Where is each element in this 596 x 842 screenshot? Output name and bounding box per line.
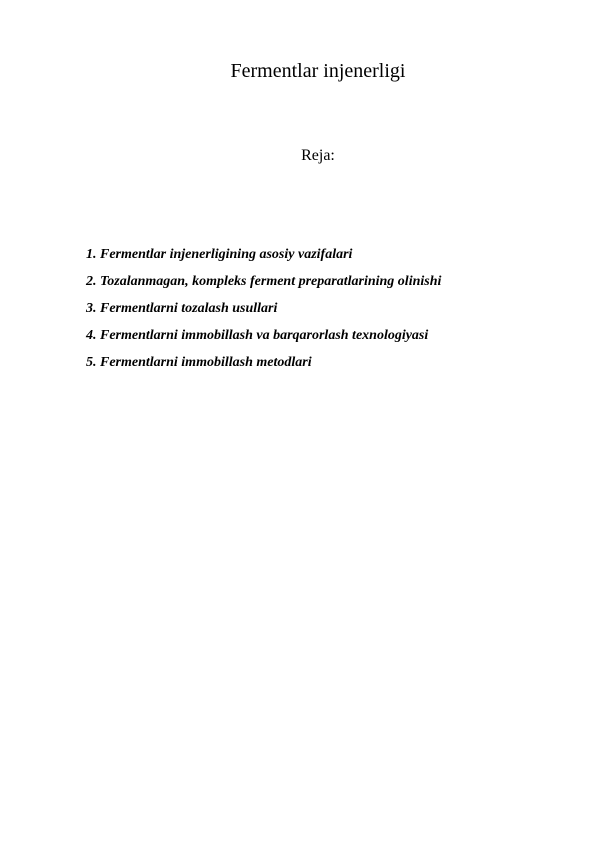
plan-item-4: 4. Fermentlarni immobillash va barqarorlash texnologiyasi xyxy=(86,328,429,343)
document-title: Fermentlar injenerligi xyxy=(230,60,406,82)
plan-item-2: 2. Tozalanmagan, kompleks ferment preparatlarining olinishi xyxy=(86,274,442,289)
plan-item-1: 1. Fermentlar injenerligining asosiy vazifalari xyxy=(86,247,353,262)
plan-item-5: 5. Fermentlarni immobillash metodlari xyxy=(86,355,312,370)
plan-heading: Reja: xyxy=(301,147,335,164)
plan-item-3: 3. Fermentlarni tozalash usullari xyxy=(86,301,278,316)
plan-list xyxy=(86,246,441,381)
